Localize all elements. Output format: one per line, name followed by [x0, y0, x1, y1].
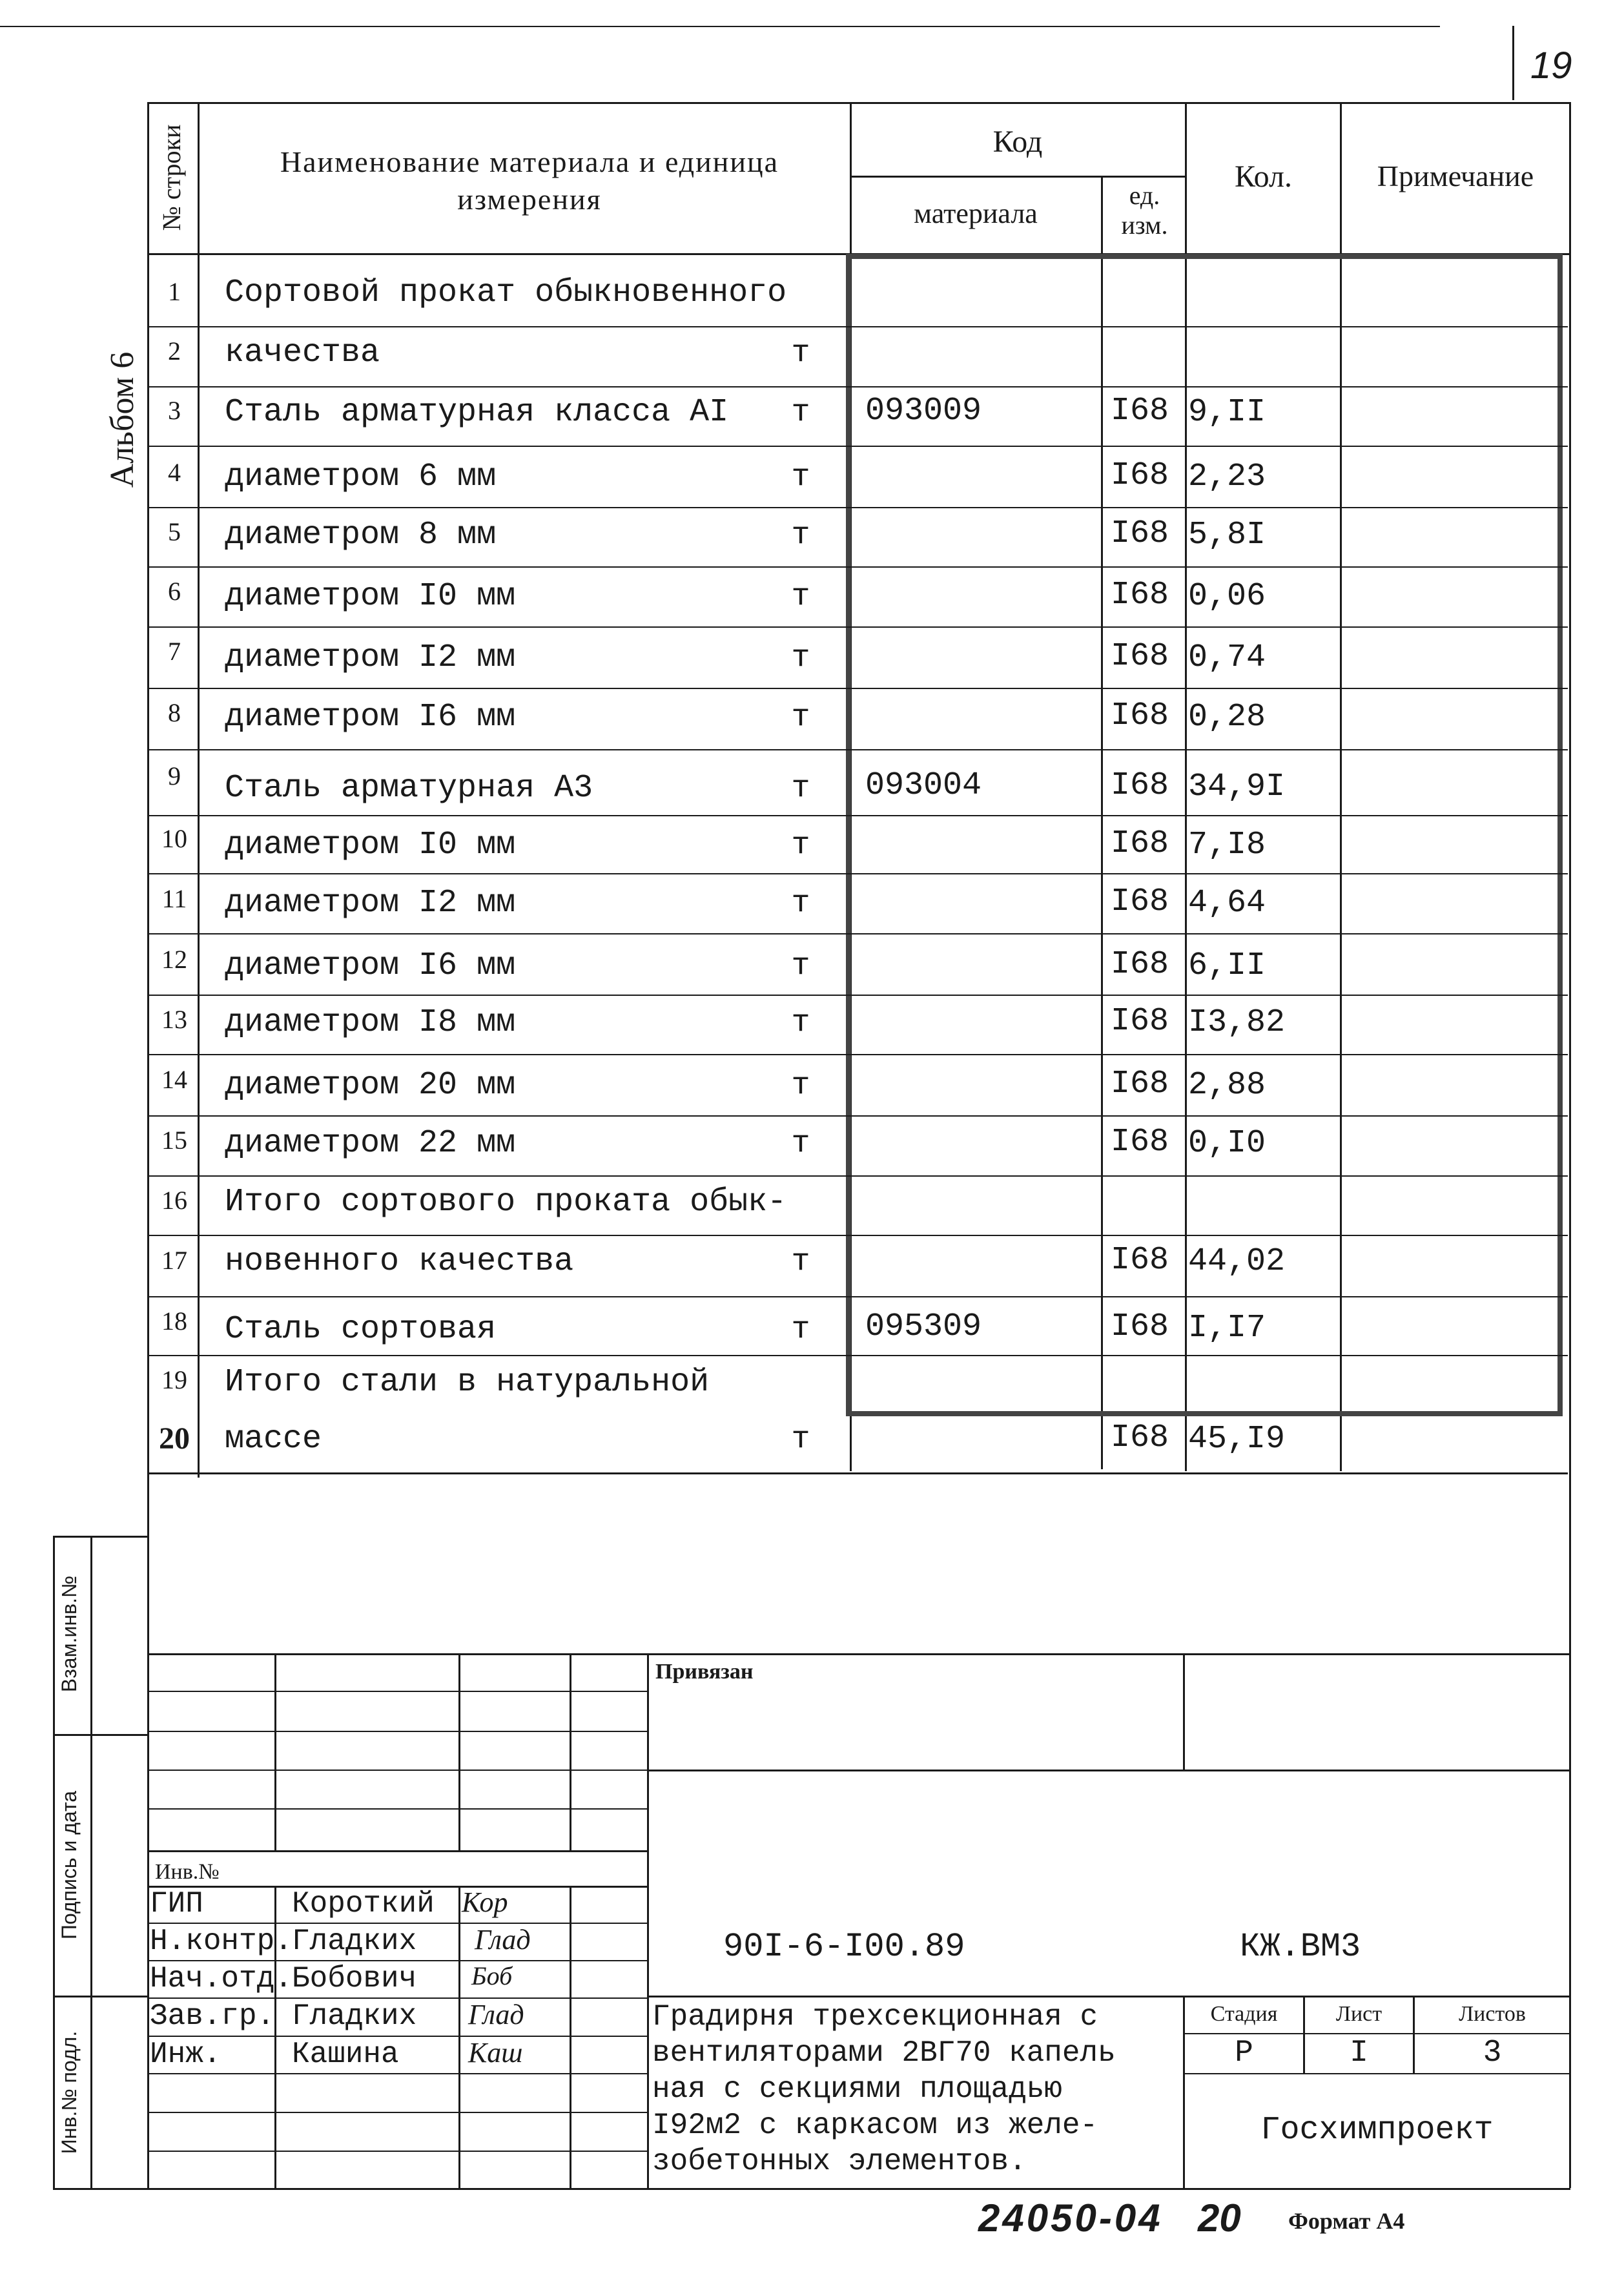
staff-role: Инж. [150, 2038, 221, 2071]
row-number: 15 [161, 1126, 187, 1155]
quantity: 4,64 [1188, 885, 1266, 922]
row-number: 6 [168, 577, 181, 606]
title-line: ная с секциями площадью [652, 2072, 1062, 2106]
material-name: Итого сортового проката обык- [225, 1184, 787, 1221]
staff-role: ГИП [150, 1887, 203, 1921]
sheet-label: Лист [1335, 2002, 1382, 2026]
staff-signature: Глад [475, 1924, 531, 1956]
material-name: диаметром I6 мм [225, 947, 516, 984]
title-line: I92м2 с каркасом из желе- [652, 2109, 1098, 2142]
corner-rule [1512, 26, 1514, 100]
material-unit: т [791, 886, 810, 921]
row-number: 12 [161, 945, 187, 974]
material-name: Сортовой прокат обыкновенного [225, 274, 787, 311]
sheets-value: 3 [1483, 2036, 1502, 2070]
row-number: 10 [161, 824, 187, 853]
material-unit: т [791, 700, 810, 735]
side-label-vzam: Взам.инв.№ [57, 1575, 81, 1693]
staff-name: Гладких [292, 1999, 417, 2033]
top-rule [0, 26, 1440, 27]
unit-code: I68 [1110, 767, 1169, 804]
material-unit: т [791, 641, 810, 676]
page-number: 19 [1530, 45, 1572, 87]
header-code-unit: ед. изм. [1121, 181, 1168, 240]
material-name: Сталь арматурная A3 [225, 770, 593, 807]
material-unit: т [791, 518, 810, 553]
header-name: Наименование материала и единица измерения [280, 145, 779, 216]
material-name: диаметром 6 мм [225, 459, 497, 495]
material-code: 093009 [865, 393, 982, 429]
row-number: 19 [161, 1365, 187, 1394]
organization: Госхимпроект [1260, 2112, 1494, 2149]
material-name: качества [225, 335, 380, 371]
staff-role: Зав.гр. [150, 1999, 275, 2033]
unit-code: I68 [1110, 946, 1169, 983]
material-unit: т [791, 1422, 810, 1457]
footer-format: Формат А4 [1288, 2208, 1405, 2234]
footer-page: 20 [1198, 2196, 1241, 2240]
material-unit: т [791, 1006, 810, 1040]
material-name: Сталь сортовая [225, 1311, 497, 1348]
quantity: 9,II [1188, 394, 1266, 431]
unit-code: I68 [1110, 825, 1169, 862]
unit-code: I68 [1110, 638, 1169, 675]
quantity: 7,I8 [1188, 827, 1266, 863]
footer-number: 24050-04 [978, 2196, 1163, 2240]
material-unit: т [791, 1126, 810, 1161]
sheet-value: I [1350, 2036, 1368, 2070]
header-code-material: материала [914, 198, 1038, 229]
side-label-inv-podl: Инв.№ подл. [57, 2030, 81, 2154]
material-unit: т [791, 395, 810, 430]
row-number: 9 [168, 761, 181, 790]
album-label: Альбом 6 [104, 351, 141, 488]
row-number: 11 [161, 884, 187, 913]
material-unit: т [791, 336, 810, 371]
unit-code: I68 [1110, 515, 1169, 552]
material-name: массе [225, 1421, 322, 1458]
unit-code: I68 [1110, 577, 1169, 614]
row-number: 3 [168, 396, 181, 425]
material-unit: т [791, 1244, 810, 1279]
material-code: 095309 [865, 1308, 982, 1345]
quantity: 0,I0 [1188, 1125, 1266, 1162]
staff-name: Кашина [292, 2038, 399, 2071]
row-number: 18 [161, 1306, 187, 1336]
quantity: 2,88 [1188, 1067, 1266, 1104]
staff-signature: Каш [468, 2037, 523, 2069]
header-note: Примечание [1377, 160, 1534, 192]
doc-mark: КЖ.ВМ3 [1240, 1928, 1361, 1966]
unit-code: I68 [1110, 1419, 1169, 1456]
unit-code: I68 [1110, 457, 1169, 494]
title-text [652, 1999, 1116, 2180]
material-unit: т [791, 1312, 810, 1347]
unit-code: I68 [1110, 697, 1169, 734]
doc-code: 90I-6-I00.89 [723, 1928, 965, 1966]
title-line: Градирня трехсекционная с [652, 2000, 1098, 2034]
material-name: диаметром 20 мм [225, 1067, 516, 1104]
quantity: 6,II [1188, 947, 1266, 984]
staff-role: Нач.отд. [150, 1962, 293, 1996]
staff-signature: Глад [468, 1999, 524, 2030]
privyazan-label: Привязан [655, 1660, 754, 1684]
material-unit: т [791, 1068, 810, 1103]
row-number: 2 [168, 336, 181, 366]
material-name: диаметром I2 мм [225, 639, 516, 676]
title-line: вентиляторами 2ВГ70 капель [652, 2036, 1116, 2070]
material-name: диаметром I6 мм [225, 699, 516, 736]
unit-code: I68 [1110, 1242, 1169, 1279]
material-name: диаметром 22 мм [225, 1125, 516, 1162]
unit-code: I68 [1110, 883, 1169, 920]
row-number: 20 [159, 1421, 190, 1456]
material-unit: т [791, 579, 810, 614]
material-name: диаметром I2 мм [225, 885, 516, 922]
row-number: 5 [168, 517, 181, 546]
staff-name: Гладких [292, 1925, 417, 1958]
header-row-no: № строки [157, 124, 186, 231]
row-number: 17 [161, 1246, 187, 1275]
material-name: диаметром I0 мм [225, 578, 516, 615]
row-number: 16 [161, 1186, 187, 1215]
sheets-label: Листов [1459, 2002, 1526, 2026]
quantity: 0,06 [1188, 578, 1266, 615]
material-code: 093004 [865, 767, 982, 804]
quantity: 34,9I [1188, 769, 1286, 805]
material-name: диаметром I0 мм [225, 827, 516, 863]
quantity: 2,23 [1188, 459, 1266, 495]
quantity: 0,28 [1188, 699, 1266, 736]
side-label-podpis: Подпись и дата [57, 1790, 81, 1940]
material-unit: т [791, 828, 810, 863]
material-unit: т [791, 949, 810, 984]
header-qty: Кол. [1235, 160, 1292, 194]
header-code: Код [992, 125, 1043, 159]
staff-name: Бобович [292, 1962, 417, 1996]
unit-code: I68 [1110, 1066, 1169, 1102]
unit-code: I68 [1110, 393, 1169, 429]
material-unit: т [791, 771, 810, 806]
stage-label: Стадия [1210, 2002, 1278, 2026]
material-name: Итого стали в натуральной [225, 1364, 710, 1401]
row-number: 4 [168, 458, 181, 487]
staff-role: Н.контр. [150, 1925, 293, 1958]
staff-name: Короткий [292, 1887, 435, 1921]
row-number: 7 [168, 637, 181, 666]
quantity: 5,8I [1188, 517, 1266, 553]
row-number: 8 [168, 698, 181, 727]
material-unit: т [791, 460, 810, 495]
inv-no-label: Инв.№ [155, 1860, 220, 1884]
quantity: 44,02 [1188, 1243, 1286, 1280]
unit-code: I68 [1110, 1124, 1169, 1161]
row-number: 1 [168, 277, 181, 306]
unit-code: I68 [1110, 1308, 1169, 1345]
material-name: новенного качества [225, 1243, 574, 1280]
material-name: диаметром I8 мм [225, 1004, 516, 1041]
unit-code: I68 [1110, 1003, 1169, 1040]
quantity: I,I7 [1188, 1310, 1266, 1347]
staff-signature: Боб [471, 1961, 513, 1990]
quantity: 0,74 [1188, 639, 1266, 676]
title-line: зобетонных элементов. [652, 2145, 1027, 2178]
quantity: 45,I9 [1188, 1421, 1286, 1458]
material-name: Сталь арматурная класса AI [225, 394, 729, 431]
quantity: I3,82 [1188, 1004, 1286, 1041]
stage-value: Р [1235, 2036, 1253, 2070]
staff-signature: Кор [462, 1886, 508, 1918]
material-name: диаметром 8 мм [225, 517, 497, 553]
row-number: 13 [161, 1005, 187, 1034]
row-number: 14 [161, 1065, 187, 1094]
